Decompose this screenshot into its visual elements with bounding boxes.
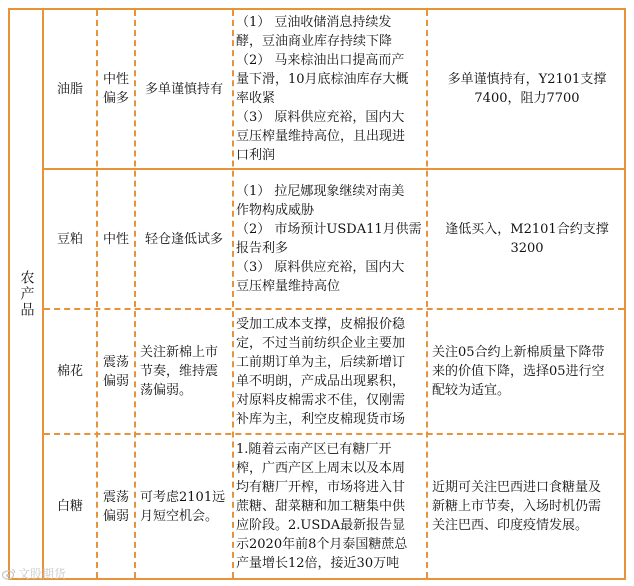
factors-cell [236, 10, 426, 168]
advice: 逢低买入，M2101合约支撑 3200 [445, 222, 609, 256]
product-name: 棉花 [56, 364, 83, 379]
strategy-cell [136, 10, 232, 168]
factor-line: 口利润 [236, 148, 276, 163]
commodity-table [8, 8, 626, 580]
factor-line: 榨，广西产区上周末以及本周 [236, 461, 406, 476]
rating: 中性 [102, 231, 129, 247]
factor-line: 量下滑，10月底棕油库存大概 [236, 72, 409, 87]
rating: 震荡 偏弱 [102, 354, 129, 389]
column-divider [426, 10, 428, 578]
weibo-logo-icon [2, 568, 16, 580]
advice: 近期可关注巴西进口食糖量及 新糖上市节奏，入场时机仍需 关注巴西、印度疫情发展。 [432, 480, 602, 533]
factors-text [236, 315, 405, 429]
factor-line: 酵，豆油商业库存持续下降 [236, 34, 393, 49]
rating: 震荡 偏弱 [102, 489, 129, 524]
factor-line: （3） 原料供应充裕，国内大 [236, 260, 405, 275]
factor-line: 受加工成本支撑，皮棉报价稳 [236, 316, 406, 332]
strategy: 轻仓逢低试多 [144, 231, 223, 247]
advice: 关注05合约上新棉质量下降带 来的价值下降，选择05进行空 配较为适宜。 [432, 345, 605, 398]
rating: 中性 偏多 [102, 72, 129, 106]
factors-cell [236, 435, 426, 578]
advice-cell [432, 310, 626, 433]
strategy: 关注新棉上市 节奏，维持震 荡偏弱。 [140, 345, 219, 398]
rating-cell [98, 170, 134, 308]
category-cell [10, 10, 42, 578]
factors-text [236, 182, 422, 296]
factor-line: （2） 市场预计USDA11月供需 [236, 222, 422, 237]
factors-cell [236, 170, 426, 308]
factor-line: （2） 马来棕油出口提高而产 [236, 53, 405, 68]
factor-line: （3） 原料供应充裕，国内大 [236, 110, 405, 125]
factor-line: 豆压榨量维持高位，且出现进 [236, 129, 406, 144]
strategy: 可考虑2101远 月短空机会。 [140, 489, 226, 524]
category-label: 农产品 [18, 270, 35, 318]
factors-cell [236, 310, 426, 433]
strategy: 多单谨慎持有 [144, 81, 223, 97]
table-row [44, 10, 96, 168]
table-row [44, 435, 96, 578]
watermark [2, 565, 66, 582]
table-row [44, 310, 96, 433]
factor-line: 作物构成威胁 [236, 203, 315, 218]
factor-line: 蔗糖、甜菜糖和加工糖集中供 [236, 499, 406, 514]
factor-line: 定，不过当前纺织企业主要加 [236, 335, 406, 351]
factor-line: 率收紧 [236, 91, 276, 106]
factor-line: 均有糖厂开榨，市场将进入甘 [236, 480, 406, 495]
factor-line: 对原料皮棉需求不佳，仅刚需 [236, 392, 406, 408]
strategy-cell [140, 435, 232, 578]
rating-cell [98, 10, 134, 168]
advice-cell [430, 10, 624, 168]
factor-line: 示2020年前8个月泰国糖蔗总 [236, 537, 408, 552]
strategy-cell [140, 310, 232, 433]
factor-line: 单不明朗，产成品出现累积， [236, 373, 406, 389]
advice-cell [430, 170, 624, 308]
factor-line: 应阶段。2.USDA最新报告显 [236, 518, 406, 533]
factor-line: 1.随着云南产区已有糖厂开 [236, 442, 392, 457]
product-name: 油脂 [56, 81, 83, 97]
factors-text [236, 13, 409, 165]
rating-cell [98, 435, 134, 578]
factor-line: （1） 豆油收储消息持续发 [236, 15, 392, 30]
watermark-text: 文股期货 [18, 567, 67, 581]
factor-line: 报告利多 [236, 241, 289, 256]
product-name: 豆粕 [56, 231, 83, 247]
strategy-cell [136, 170, 232, 308]
rating-cell [98, 310, 134, 433]
column-divider [232, 10, 234, 578]
factor-line: 产量增长12倍，接近30万吨 [236, 556, 400, 571]
factor-line: 工前期订单为主，后续新增订 [236, 354, 406, 370]
advice: 多单谨慎持有，Y2101支撑 7400，阻力7700 [447, 72, 607, 106]
factor-line: 豆压榨量维持高位 [236, 279, 341, 294]
factor-line: 补库为主，利空皮棉现货市场 [236, 411, 406, 427]
product-name: 白糖 [56, 499, 83, 514]
table-row [44, 170, 96, 308]
advice-cell [432, 435, 626, 578]
factor-line: （1） 拉尼娜现象继续对南美 [236, 184, 405, 199]
factors-text [236, 440, 407, 573]
